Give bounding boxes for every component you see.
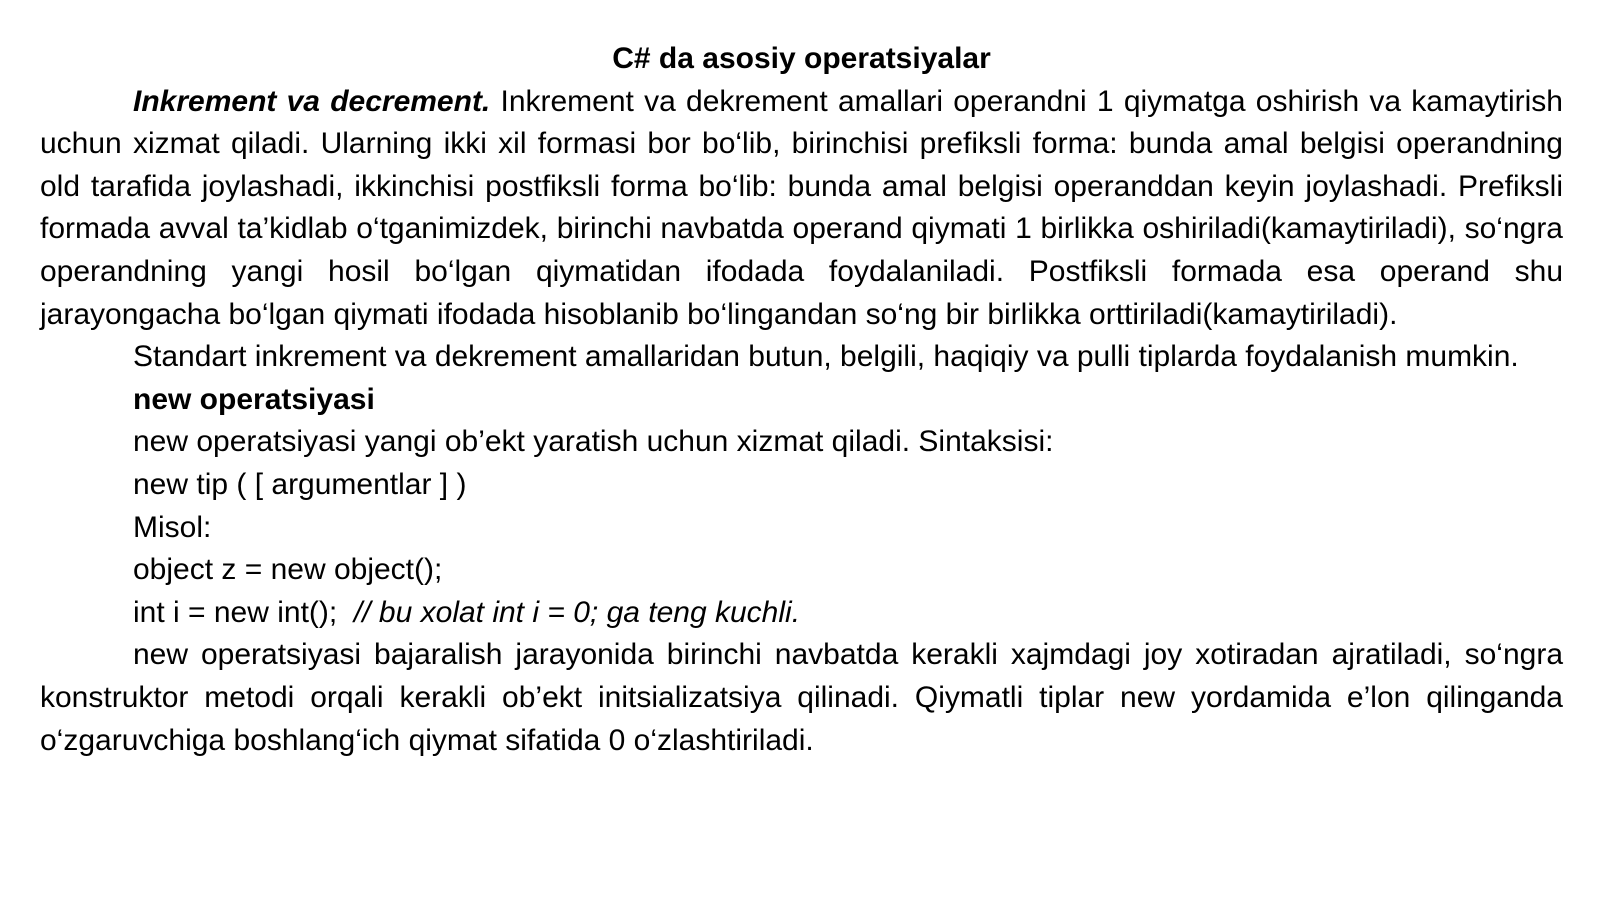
line-new-intro: new operatsiyasi yangi ob’ekt yaratish uchun xizmat qiladi. Sintaksisi: xyxy=(133,425,1054,459)
line-code-int xyxy=(40,592,1563,635)
document-page xyxy=(40,38,1563,762)
line-example-label: Misol: xyxy=(133,510,212,544)
line-code-object: object z = new object(); xyxy=(133,553,443,587)
document-title: C# da asosiy operatsiyalar xyxy=(612,42,991,75)
paragraph-increment-decrement xyxy=(40,81,1563,337)
code-int-statement: int i = new int(); xyxy=(133,595,354,629)
line-syntax: new tip ( [ argumentlar ] ) xyxy=(133,467,467,501)
paragraph-standard-types: Standart inkrement va dekrement amallaridan butun, belgili, haqiqiy va pulli tiplarda foydalanish mumkin. xyxy=(133,340,1519,374)
paragraph-body: Inkrement va dekrement amallari operandni 1 qiymatga oshirish va kamaytirish uchun xizmat qiladi. Ularning ikki xil formasi bor bo‘lib, birinchisi prefiksli forma: bunda amal belgisi operandning old tarafida joylashadi, ikkinchisi postfiksli forma bo‘lib: bunda amal belgisi operanddan keyin joylashadi. Prefiksli formada avval ta’kidlab o‘tganimizdek, birinchi navbatda operand qiymati 1 birlikka oshiriladi(kamaytiriladi), so‘ngra operandning yangi hosil bo‘lgan qiymatidan ifodada foydalaniladi. Postfiksli formada esa operand shu jarayongacha bo‘lgan qiymati ifodada hisoblanib bo‘lingandan so‘ng bir birlikka orttiriladi(kamaytiriladi). xyxy=(40,84,1563,331)
section-heading-new: new operatsiyasi xyxy=(133,382,375,416)
paragraph-lead-heading: Inkrement va decrement. xyxy=(133,84,491,118)
paragraph-new-operation: new operatsiyasi bajaralish jarayonida birinchi navbatda kerakli xajmdagi joy xotiradan ajratiladi, so‘ngra konstruktor metodi orqali kerakli ob’ekt initsializatsiya qilinadi. Qiymatli tiplar new yordamida e’lon qilinganda o‘zgaruvchiga boshlang‘ich qiymat sifatida 0 o‘zlashtiriladi. xyxy=(40,638,1563,757)
code-comment: // bu xolat int i = 0; ga teng kuchli. xyxy=(353,595,801,629)
